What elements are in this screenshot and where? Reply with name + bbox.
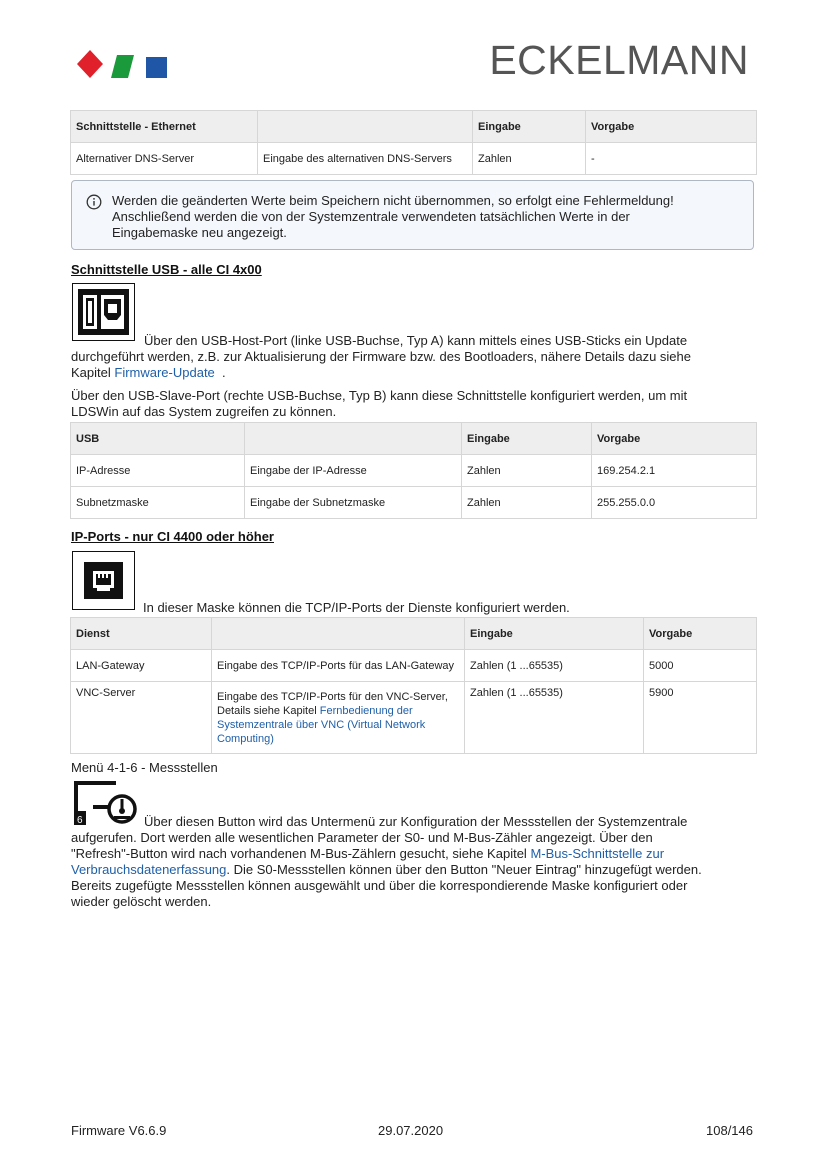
menu-title: Menü 4-1-6 - Messstellen [71,760,218,775]
usb-heading: Schnittstelle USB - alle CI 4x00 [71,262,262,277]
table-cell: Zahlen [462,487,592,519]
table-cell: 169.254.2.1 [592,455,757,487]
text-line: wieder gelöscht werden. [71,894,212,909]
table-cell: Eingabe des alternativen DNS-Servers [258,143,473,175]
mbus-interface-link-continued[interactable]: Verbrauchsdatenerfassung [71,862,227,877]
ethernet-table [70,110,757,175]
icon-badge: 6 [77,815,83,826]
table-header: Schnittstelle - Ethernet [71,111,258,143]
table-cell: 255.255.0.0 [592,487,757,519]
company-logo [76,48,168,80]
text-line [71,365,756,381]
table-header: Eingabe [473,111,586,143]
table-cell: LAN-Gateway [71,650,212,682]
text-span: . Die S0-Messstellen können über den Button "Neuer Eintrag" hinzugefügt werden. [226,862,702,877]
table-row [71,650,757,682]
info-text [112,193,732,241]
brand-name: ECKELMANN [489,37,749,83]
ip-ports-heading: IP-Ports - nur CI 4400 oder höher [71,529,274,544]
table-cell: Alternativer DNS-Server [71,143,258,175]
table-cell: Zahlen (1 ...65535) [465,650,644,682]
text-span: "Refresh"-Button wird nach vorhandenen M-Bus-Zählern gesucht, siehe Kapitel [71,846,527,861]
table-header: Eingabe [462,423,592,455]
text-span: Details siehe Kapitel [217,705,317,717]
table-row [71,143,757,175]
info-box [71,180,754,250]
table-cell: Subnetzmaske [71,487,245,519]
firmware-update-link[interactable]: Firmware-Update [114,365,215,380]
table-header-row [71,618,757,650]
usb-ports-svg [73,284,134,340]
logo-red-diamond [77,50,103,78]
table-header: Vorgabe [586,111,757,143]
text-line [71,846,756,862]
text-span: . [222,365,226,380]
table-cell: Zahlen (1 ...65535) [465,682,644,754]
table-cell: - [586,143,757,175]
ip-ports-table [70,617,757,754]
table-cell: Eingabe des TCP/IP-Ports für das LAN-Gateway [212,650,465,682]
logo-green-parallelogram [111,55,134,78]
network-port-icon [72,551,135,610]
table-cell: VNC-Server [71,682,212,754]
info-line: Anschließend werden die von der Systemzentrale verwendeten tatsächlichen Werte in der [112,209,630,224]
table-cell: Eingabe der Subnetzmaske [245,487,462,519]
footer-page-number: 108/146 [706,1123,753,1138]
logo-blue-square [146,57,167,78]
info-line: Eingabemaske neu angezeigt. [112,225,287,240]
table-cell [212,682,465,754]
ip-ports-text: In dieser Maske können die TCP/IP-Ports der Dienste konfiguriert werden. [143,600,570,615]
table-row [71,487,757,519]
table-row [71,455,757,487]
network-port-svg [73,552,134,609]
text-line [71,862,756,878]
text-line: LDSWin auf das System zugreifen zu können. [71,404,337,419]
table-cell: IP-Adresse [71,455,245,487]
text-line: durchgeführt werden, z.B. zur Aktualisierung der Firmware bzw. des Bootloaders, nähere Details dazu siehe [71,349,691,364]
table-cell: 5000 [644,650,757,682]
table-header [245,423,462,455]
footer-date: 29.07.2020 [378,1123,444,1138]
info-line: Werden die geänderten Werte beim Speichern nicht übernommen, so erfolgt eine Fehlermeldung! [112,193,674,208]
table-cell: Eingabe der IP-Adresse [245,455,462,487]
text-line: Über diesen Button wird das Untermenü zur Konfiguration der Messstellen der Systemzentrale [144,814,688,829]
table-cell: 5900 [644,682,757,754]
text-line: Bereits zugefügte Messstellen können ausgewählt und über die korrespondierende Maske konfiguriert oder [71,878,688,893]
usb-paragraph-2 [71,388,756,420]
table-cell: Zahlen [473,143,586,175]
text-line: Über den USB-Host-Port (linke USB-Buchse, Typ A) kann mittels eines USB-Sticks ein Update [144,333,688,348]
usb-table [70,422,757,519]
info-circle-icon [86,194,102,210]
table-header: Eingabe [465,618,644,650]
table-cell: Zahlen [462,455,592,487]
text-line: aufgerufen. Dort werden alle wesentlichen Parameter der S0- und M-Bus-Zähler angezeigt. Über den [71,830,653,845]
table-row [71,682,757,754]
usb-paragraph-1 [71,333,756,381]
table-header [258,111,473,143]
mbus-interface-link[interactable]: M-Bus-Schnittstelle zur [530,846,665,861]
text-line: Über den USB-Slave-Port (rechte USB-Buchse, Typ B) kann diese Schnittstelle konfiguriert werden, um mit [71,388,688,403]
menu-paragraph [71,814,756,910]
footer-version: Firmware V6.6.9 [71,1123,167,1138]
table-header [212,618,465,650]
table-header: Vorgabe [644,618,757,650]
text-span: Kapitel [71,365,111,380]
table-header: Vorgabe [592,423,757,455]
table-header-row [71,423,757,455]
text-span: Eingabe des TCP/IP-Ports für den VNC-Server, [217,691,448,703]
table-header-row [71,111,757,143]
vnc-remote-control-link[interactable]: Fernbedienung der Systemzentrale über VNC (Virtual Network Computing) [217,705,426,745]
table-header: USB [71,423,245,455]
table-header: Dienst [71,618,212,650]
